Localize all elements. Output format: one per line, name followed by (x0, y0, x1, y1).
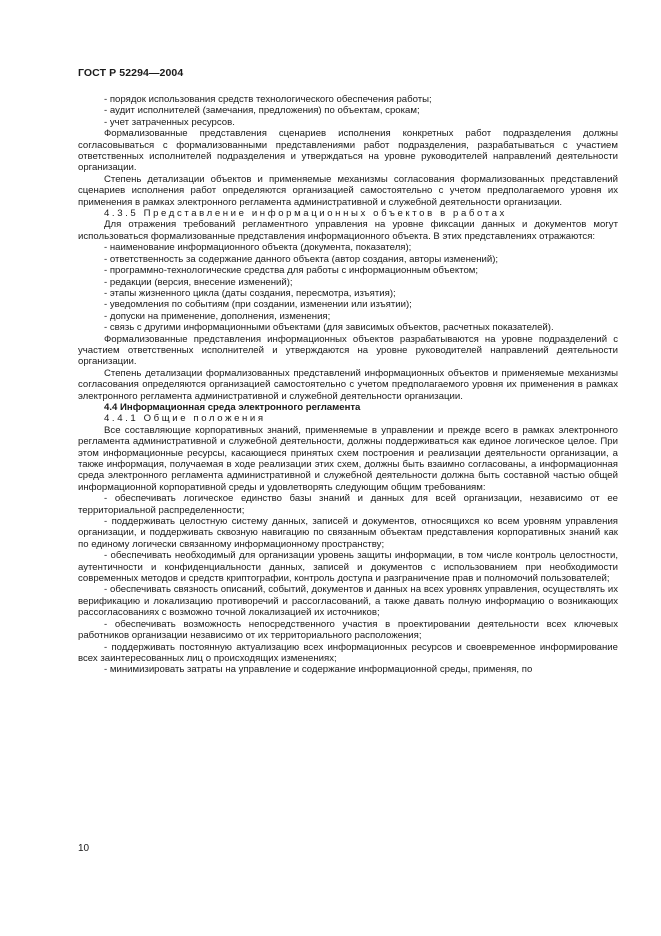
list-item: - наименование информационного объекта (документа, показателя); (104, 242, 412, 254)
body-paragraph: Степень детализации объектов и применяемые механизмы согласования формализованных представлений сценариев исполнения работ определяются организацией самостоятельно с учетом предполагаемого уровня их применения в рамках электронного регламента административной и служебной деятельности организации. (78, 173, 618, 208)
list-item: - минимизировать затраты на управление и содержание информационной среды, применяя, по (104, 664, 533, 676)
list-item: - связь с другими информационными объектами (для зависимых объектов, расчетных показателей). (104, 322, 554, 334)
list-item: - учет затраченных ресурсов. (104, 116, 235, 128)
list-item: - программно-технологические средства для работы с информационным объектом; (104, 265, 479, 277)
list-item: - ответственность за содержание данного объекта (автор создания, авторы изменений); (104, 253, 499, 265)
list-item: - порядок использования средств технологического обеспечения работы; (104, 94, 432, 105)
list-item: - этапы жизненного цикла (даты создания, пересмотра, изъятия); (104, 287, 396, 299)
body-paragraph: Формализованные представления сценариев исполнения конкретных работ подразделения должны согласовываться с формализованными представлениями работ подразделения, разрабатываться с участием ответственных исполнителей подразделения и утверждаться на уровне руководителей направлений деятельности организации. (78, 128, 618, 174)
section-heading-4-4-1: 4.4.1 Общие положения (104, 413, 266, 425)
list-item: - поддерживать целостную систему данных, записей и документов, относящихся ко всем уровням управления организации, и поддерживать сквозную навигацию по связанным объектам представления корпоративных знаний как по единому логически связанному информационному пространству; (78, 516, 618, 550)
list-item: - поддерживать постоянную актуализацию всех информационных ресурсов и своевременное информирование всех заинтересованных лиц о происходящих изменениях; (78, 641, 618, 664)
body-paragraph: Все составляющие корпоративных знаний, применяемые в управлении и прежде всего в рамках электронного регламента административной и служебной деятельности, должны поддерживаться как единое логическое целое. При этом информационные ресурсы, касающиеся принятых схем построения и реализации деятельности организации, а также информация, получаемая в ходе реализации этих схем, должны быть взаимно согласованы, а информационная среда электронного регламента административной и служебной деятельности должна быть составной частью общей информационной корпоративной среды и удовлетворять следующим общим требованиям: (78, 424, 618, 493)
page-number: 10 (78, 843, 90, 854)
list-item: - уведомления по событиям (при создании, изменении или изъятии); (104, 299, 412, 311)
body-paragraph: Степень детализации формализованных представлений информационных объектов и применяемые механизмы согласования определяются организацией самостоятельно с учетом предполагаемого уровня их применения в рамках электронного регламента административной и служебной деятельности организации. (78, 367, 618, 402)
list-item: - обеспечивать возможность непосредственного участия в проектировании деятельности всех ключевых работников организации независимо от их территориального расположения; (78, 618, 618, 642)
body-paragraph: Формализованные представления информационных объектов разрабатываются на уровне подразделений с участием ответственных исполнителей и утверждаются на уровне руководителей направлений деятельности организации. (78, 333, 618, 368)
page-header: ГОСТ Р 52294—2004 (78, 67, 184, 79)
list-item: - обеспечивать логическое единство базы знаний и данных для всей организации, независимо от ее территориальной распределенности; (78, 493, 618, 516)
body-paragraph: Для отражения требований регламентного управления на уровне фиксации данных и документов могут использоваться формализованные представления информационного объекта. В этих представлениях отражаются: (78, 219, 618, 242)
list-item: - аудит исполнителей (замечания, предложения) по объектам, срокам; (104, 105, 420, 117)
section-heading-4-4: 4.4 Информационная среда электронного регламента (104, 401, 361, 413)
list-item: - обеспечивать необходимый для организации уровень защиты информации, в том числе контроль целостности, аутентичности и конфиденциальности данных, записей и документов с использованием при необходимости современных методов и средств криптографии, контроль доступа и разграничение прав и полномочий пользователей; (78, 550, 618, 585)
document-body (78, 94, 618, 676)
list-item: - обеспечивать связность описаний, событий, документов и данных на всех уровнях управления, осуществлять их верификацию и локализацию противоречий и рассогласований, а также давать полную информацию о возникающих рассогласованиях с возможно точной локализацией их источников; (78, 584, 618, 619)
list-item: - редакции (версия, внесение изменений); (104, 276, 293, 288)
section-heading-4-3-5: 4.3.5 Представление информационных объектов в работах (104, 208, 507, 220)
list-item: - допуски на применение, дополнения, изменения; (104, 310, 331, 322)
